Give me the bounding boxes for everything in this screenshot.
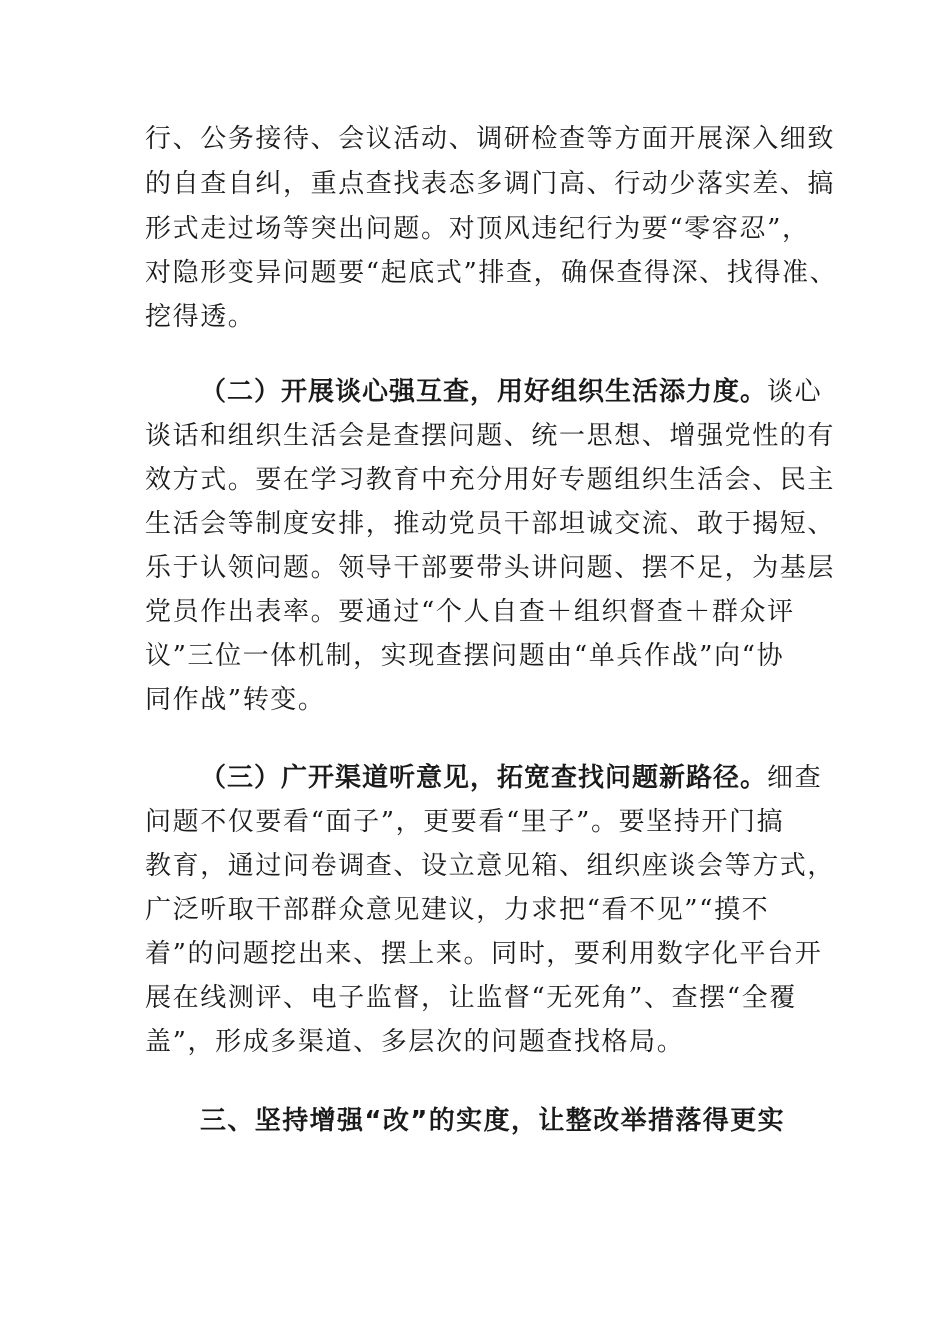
paragraph-line: 广泛听取干部群众意见建议，力求把“看不见”“摸不: [145, 895, 770, 925]
paragraph-line: 对隐形变异问题要“起底式”排查，确保查得深、找得准、: [145, 258, 838, 288]
section-two-first-line: [200, 376, 822, 408]
paragraph-line: 盖”，形成多渠道、多层次的问题查找格局。: [145, 1027, 685, 1057]
paragraph-line: 着”的问题挖出来、摆上来。同时，要利用数字化平台开: [145, 939, 823, 969]
paragraph-line: 问题不仅要看“面子”，更要看“里子”。要坚持开门搞: [145, 807, 785, 837]
paragraph-line: 行、公务接待、会议活动、调研检查等方面开展深入细致: [145, 124, 836, 154]
section-three-first-line: [200, 762, 822, 794]
section-three-first-line-rest: 细查: [767, 763, 823, 793]
paragraph-line: 党员作出表率。要通过“个人自查＋组织督查＋群众评: [145, 597, 795, 627]
paragraph-line: 生活会等制度安排，推动党员干部坦诚交流、敢于揭短、: [145, 509, 836, 539]
paragraph-line: 展在线测评、电子监督，让监督“无死角”、查摆“全覆: [145, 983, 797, 1013]
paragraph-line: 谈话和组织生活会是查摆问题、统一思想、增强党性的有: [145, 421, 836, 451]
paragraph-line: 教育，通过问卷调查、设立意见箱、组织座谈会等方式，: [145, 851, 836, 881]
paragraph-line: 效方式。要在学习教育中充分用好专题组织生活会、民主: [145, 465, 836, 495]
paragraph-line: 乐于认领问题。领导干部要带头讲问题、摆不足，为基层: [145, 553, 836, 583]
paragraph-line: 的自查自纠，重点查找表态多调门高、行动少落实差、搞: [145, 169, 836, 199]
section-three-heading: （三）广开渠道听意见，拓宽查找问题新路径。: [200, 763, 768, 793]
paragraph-line: 形式走过场等突出问题。对顶风违纪行为要“零容忍”，: [145, 214, 810, 244]
paragraph-line: 挖得透。: [145, 302, 256, 332]
paragraph-line: 同作战”转变。: [145, 685, 326, 715]
part-three-heading: 三、坚持增强“改”的实度，让整改举措落得更实: [200, 1106, 785, 1136]
section-two-heading: （二）开展谈心强互查，用好组织生活添力度。: [200, 377, 768, 407]
paragraph-line: 议”三位一体机制，实现查摆问题由“单兵作战”向“协: [145, 641, 785, 671]
section-two-first-line-rest: 谈心: [767, 377, 823, 407]
